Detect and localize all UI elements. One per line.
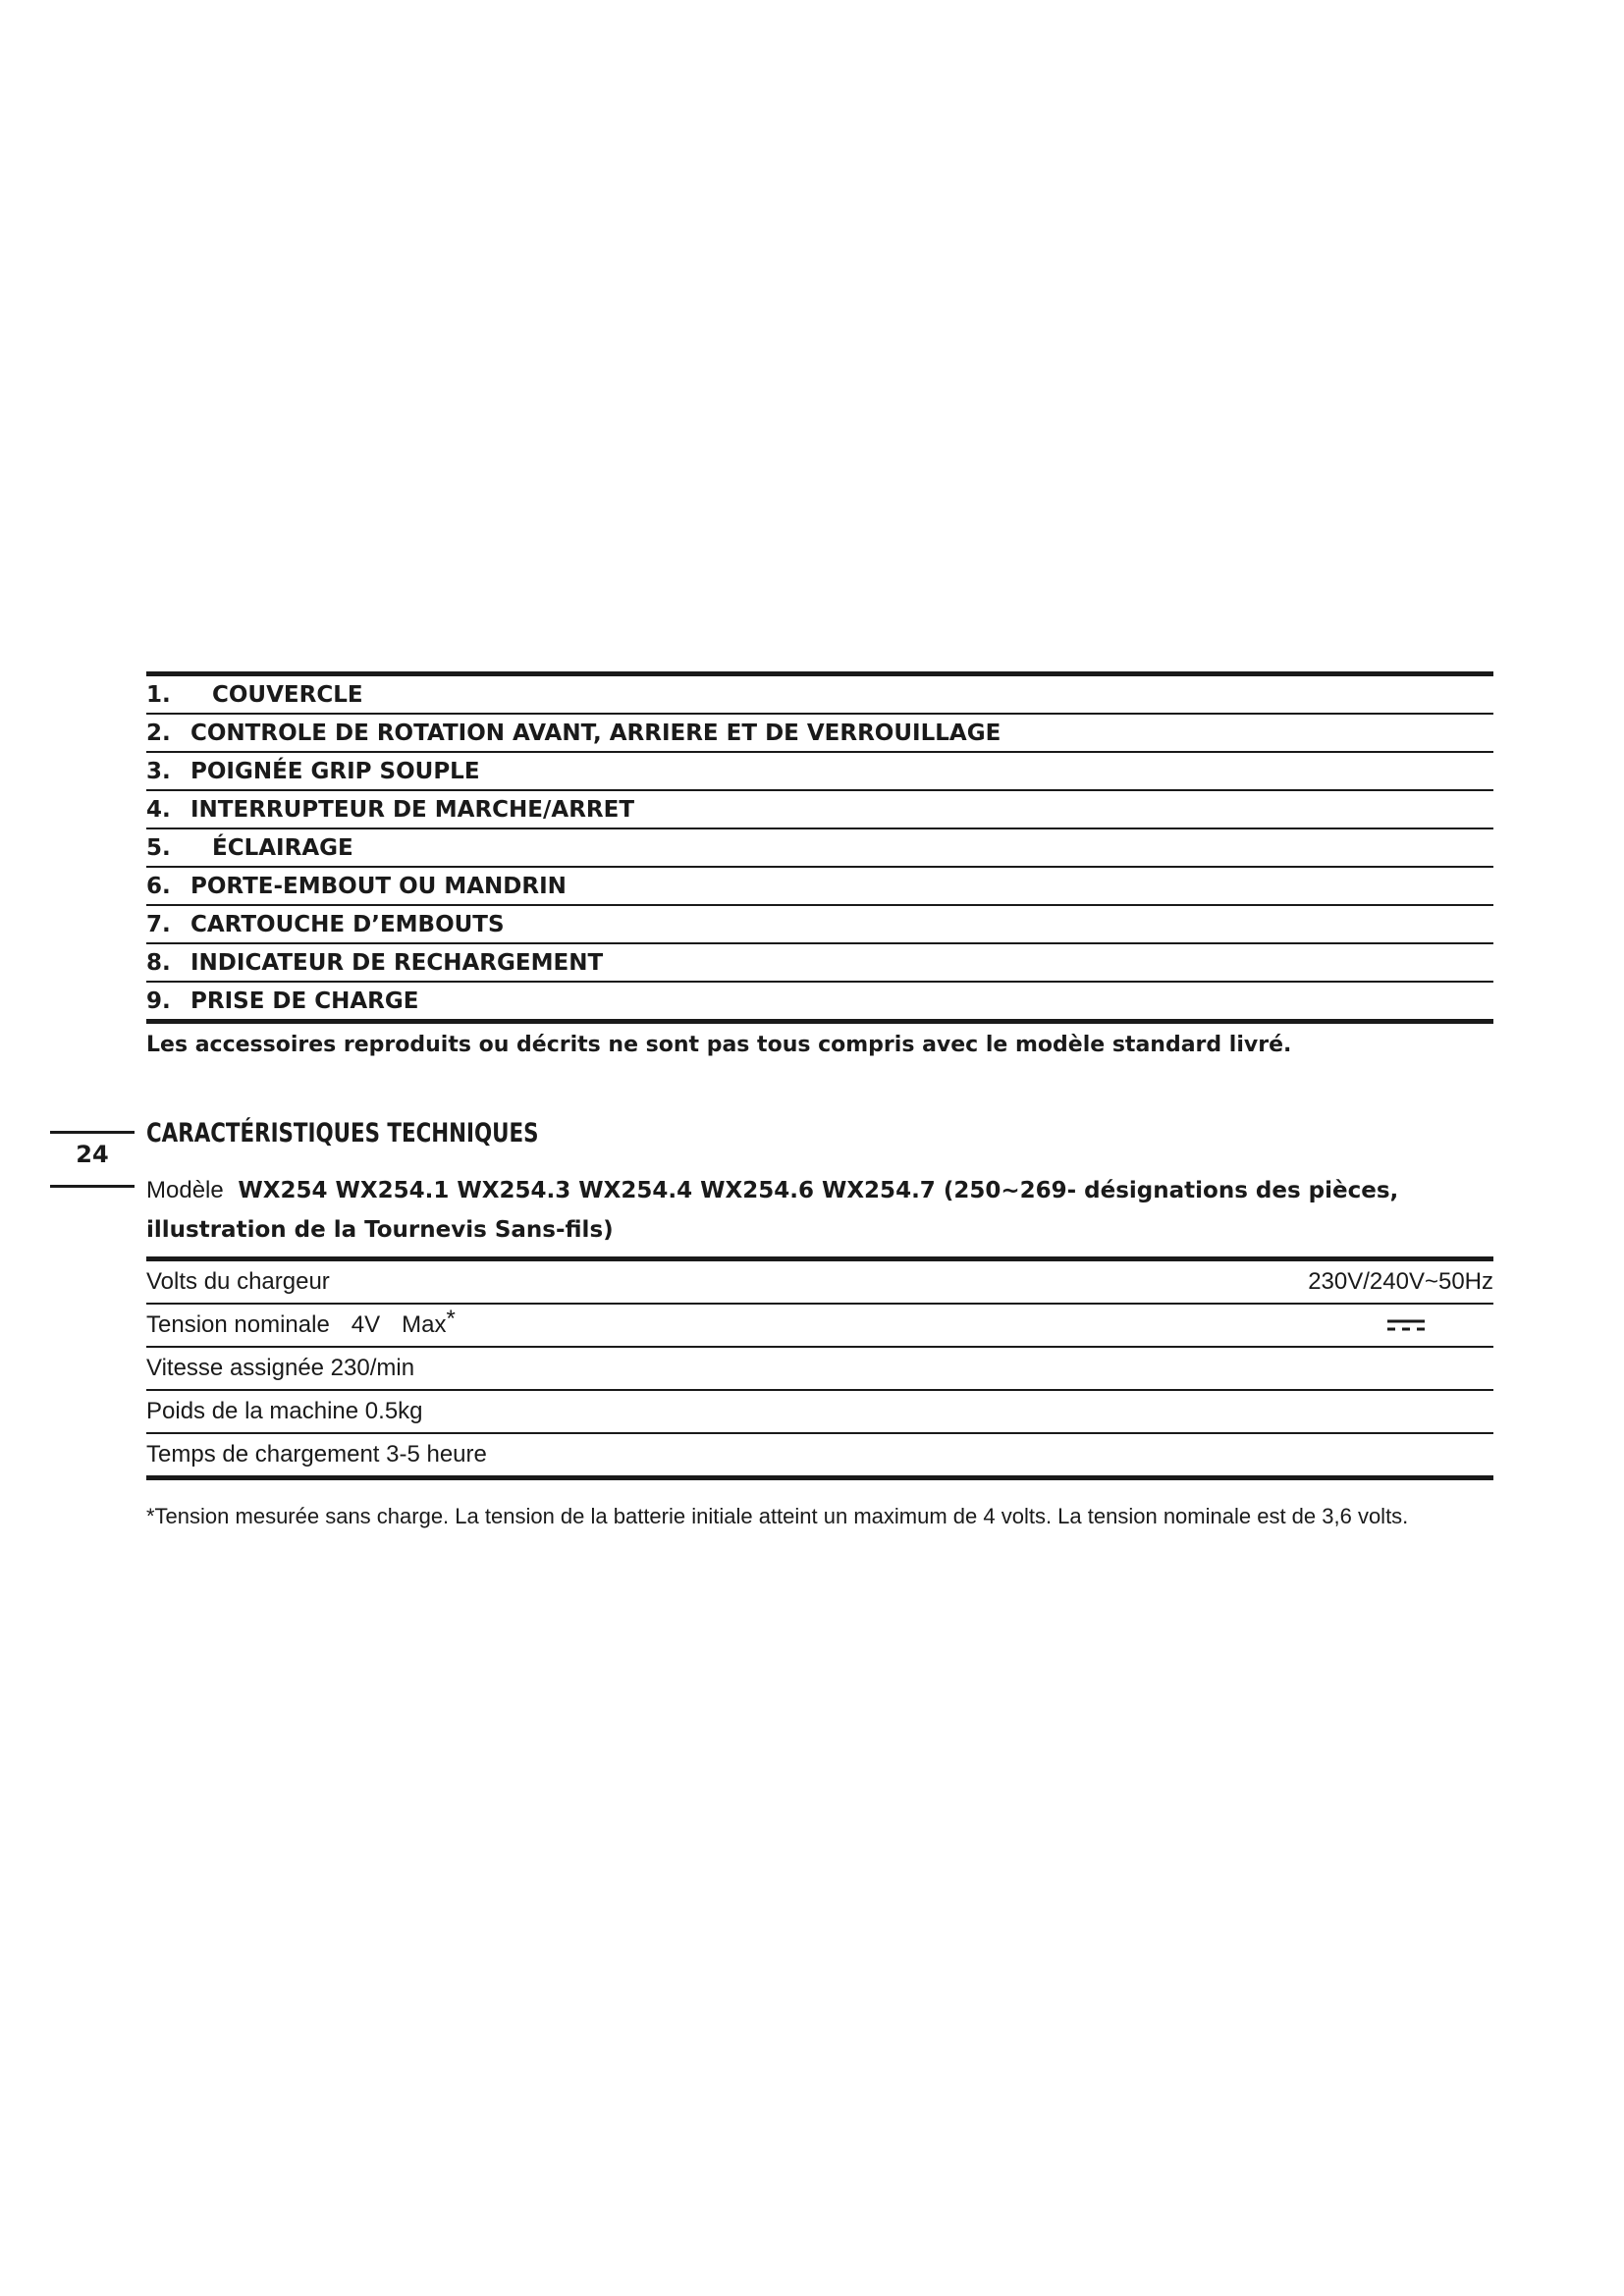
parts-list-item xyxy=(146,791,1493,829)
spec-label: Vitesse assignée 230/min xyxy=(146,1355,415,1381)
item-number: 3. xyxy=(146,759,171,784)
spec-row-charger-volts xyxy=(146,1261,1493,1305)
spec-value: 230V/240V~50Hz xyxy=(1308,1268,1493,1295)
dc-current-icon xyxy=(1385,1314,1427,1336)
model-line xyxy=(146,1171,1501,1250)
spec-label: Volts du chargeur xyxy=(146,1268,330,1295)
footnote: *Tension mesurée sans charge. La tension de la batterie initiale atteint un maximum de 4 volts. La tension nominale est de 3,6 volts. xyxy=(146,1504,1409,1528)
spec-row-rated-speed xyxy=(146,1348,1493,1391)
spec-value: 4V xyxy=(351,1311,381,1338)
spec-label: Tension nominale xyxy=(146,1311,330,1338)
item-label: INTERRUPTEUR DE MARCHE/ARRET xyxy=(190,797,635,823)
item-label: CARTOUCHE D’EMBOUTS xyxy=(190,912,505,937)
item-number: 6. xyxy=(146,874,171,899)
item-label: CONTROLE DE ROTATION AVANT, ARRIERE ET DE VERROUILLAGE xyxy=(190,721,1001,746)
spec-row-rated-voltage xyxy=(146,1305,1493,1348)
item-number: 5. xyxy=(146,835,171,861)
item-number: 4. xyxy=(146,797,171,823)
model-label: Modèle xyxy=(146,1177,224,1203)
item-number: 7. xyxy=(146,912,171,937)
item-label: PRISE DE CHARGE xyxy=(190,988,419,1014)
parts-list-item xyxy=(146,906,1493,944)
parts-list-item xyxy=(146,676,1493,715)
spec-row-charge-time xyxy=(146,1434,1493,1475)
page-number: 24 xyxy=(76,1141,109,1168)
item-label: POIGNÉE GRIP SOUPLE xyxy=(190,759,480,784)
parts-list-item xyxy=(146,944,1493,983)
section-title: CARACTÉRISTIQUES TECHNIQUES xyxy=(146,1118,539,1148)
specs-table xyxy=(146,1256,1493,1480)
model-value: WX254 WX254.1 WX254.3 WX254.4 WX254.6 WX254.7 (250~269- désignations des pièces, illustration de la Tournevis Sans-fils) xyxy=(146,1178,1399,1243)
page-number-rule-bottom xyxy=(50,1185,135,1188)
item-number: 9. xyxy=(146,988,171,1014)
spec-suffix: Max xyxy=(402,1311,447,1338)
parts-list-item xyxy=(146,829,1493,868)
parts-list-item xyxy=(146,715,1493,753)
item-label: PORTE-EMBOUT OU MANDRIN xyxy=(190,874,567,899)
item-label: COUVERCLE xyxy=(212,682,363,708)
item-number: 1. xyxy=(146,682,171,708)
item-number: 8. xyxy=(146,950,171,976)
parts-list-item xyxy=(146,983,1493,1019)
parts-list xyxy=(146,671,1493,1024)
spec-label: Temps de chargement 3-5 heure xyxy=(146,1441,487,1468)
item-number: 2. xyxy=(146,721,171,746)
spec-label: Poids de la machine 0.5kg xyxy=(146,1398,423,1424)
item-label: INDICATEUR DE RECHARGEMENT xyxy=(190,950,604,976)
parts-list-item xyxy=(146,753,1493,791)
parts-list-item xyxy=(146,868,1493,906)
spec-row-machine-weight xyxy=(146,1391,1493,1434)
item-label: ÉCLAIRAGE xyxy=(212,835,353,861)
footnote-marker: * xyxy=(446,1306,456,1332)
accessories-note: Les accessoires reproduits ou décrits ne sont pas tous compris avec le modèle standard livré. xyxy=(146,1033,1292,1057)
page-number-rule-top xyxy=(50,1131,135,1134)
